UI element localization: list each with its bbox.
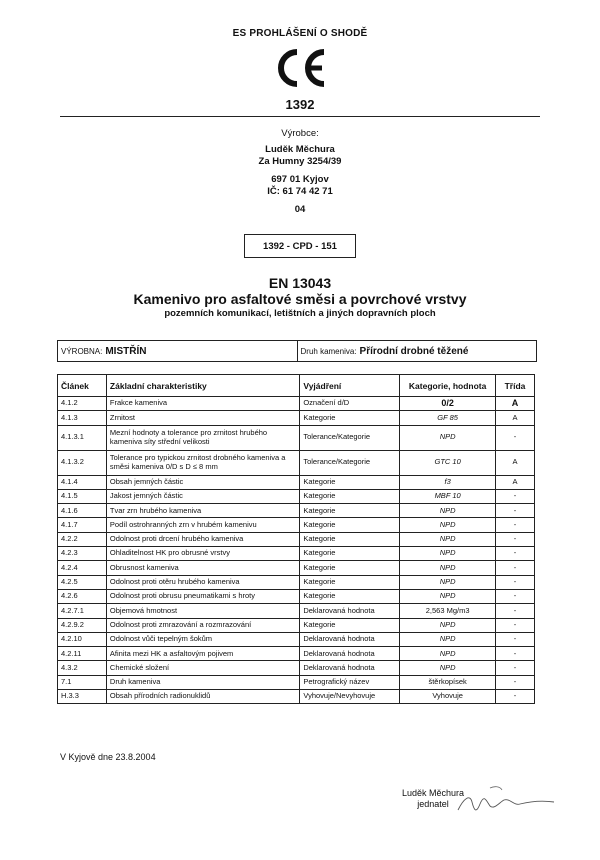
table-row <box>58 397 535 411</box>
characteristics-table <box>57 374 535 704</box>
standard-code: EN 13043 <box>268 275 332 291</box>
table-row <box>58 675 535 689</box>
cell-class: - <box>496 489 535 503</box>
manufacturer-ico: IČ: 61 74 42 71 <box>267 186 333 197</box>
cell-clause: 4.2.11 <box>58 647 107 661</box>
table-body <box>58 397 535 704</box>
table-row <box>58 450 535 475</box>
cell-class: - <box>496 589 535 603</box>
table-row <box>58 475 535 489</box>
cell-clause: 4.2.3 <box>58 547 107 561</box>
cell-clause: 4.1.7 <box>58 518 107 532</box>
cell-category: NPD <box>400 618 496 632</box>
place-date: V Kyjově dne 23.8.2004 <box>60 752 156 762</box>
aggregate-type-label: Druh kameniva: <box>300 346 357 356</box>
signer-name: Luděk Měchura <box>401 788 465 798</box>
table-row <box>58 489 535 503</box>
cell-clause: 4.1.6 <box>58 504 107 518</box>
cell-category: štěrkopísek <box>400 675 496 689</box>
cell-characteristic: Odolnost proti obrusu pneumatikami s hroty <box>106 589 299 603</box>
cell-characteristic: Obsah přírodních radionuklidů <box>106 690 299 704</box>
cell-expression: Kategorie <box>300 547 400 561</box>
aggregate-type-value: Přírodní drobné těžené <box>359 345 469 357</box>
cell-category: NPD <box>400 575 496 589</box>
cell-category: NPD <box>400 632 496 646</box>
manufacturer-street: Za Humny 3254/39 <box>258 156 342 167</box>
manufacturer-name: Luděk Měchura <box>265 144 335 155</box>
cell-class: - <box>496 618 535 632</box>
cell-class: - <box>496 425 535 450</box>
certificate-number: 1392 - CPD - 151 <box>244 234 356 258</box>
cell-expression: Kategorie <box>300 475 400 489</box>
cell-class: - <box>496 647 535 661</box>
manufacturer-block <box>0 128 600 216</box>
manufacturer-year: 04 <box>294 204 306 215</box>
cell-clause: 4.3.2 <box>58 661 107 675</box>
header-category: Kategorie, hodnota <box>400 375 496 397</box>
cell-class: - <box>496 561 535 575</box>
cell-clause: 4.1.3.2 <box>58 450 107 475</box>
cell-characteristic: Chemické složení <box>106 661 299 675</box>
cell-clause: 4.1.5 <box>58 489 107 503</box>
cell-expression: Vyhovuje/Nevyhovuje <box>300 690 400 704</box>
cell-expression: Kategorie <box>300 518 400 532</box>
cell-class: A <box>496 411 535 425</box>
cell-expression: Tolerance/Kategorie <box>300 450 400 475</box>
cell-expression: Kategorie <box>300 575 400 589</box>
plant-info-box <box>57 340 537 362</box>
cell-expression: Kategorie <box>300 504 400 518</box>
cell-clause: 4.1.4 <box>58 475 107 489</box>
signer-role: jednatel <box>417 799 449 809</box>
cell-characteristic: Zrnitost <box>106 411 299 425</box>
header-characteristic: Základní charakteristiky <box>106 375 299 397</box>
cell-category: NPD <box>400 589 496 603</box>
cell-clause: 4.2.5 <box>58 575 107 589</box>
cell-clause: 4.1.3 <box>58 411 107 425</box>
cell-expression: Kategorie <box>300 589 400 603</box>
cell-characteristic: Jakost jemných částic <box>106 489 299 503</box>
cell-clause: 4.2.2 <box>58 532 107 546</box>
notified-body-number: 1392 <box>285 97 315 112</box>
cell-class: - <box>496 504 535 518</box>
cell-class: - <box>496 547 535 561</box>
cell-class: A <box>496 450 535 475</box>
cell-characteristic: Podíl ostrohranných zrn v hrubém kamenivu <box>106 518 299 532</box>
cell-clause: 4.2.9.2 <box>58 618 107 632</box>
plant-label: VÝROBNA: <box>61 346 103 356</box>
table-row <box>58 504 535 518</box>
table-row <box>58 690 535 704</box>
table-row <box>58 575 535 589</box>
cell-category: 2,563 Mg/m3 <box>400 604 496 618</box>
cell-clause: 4.2.10 <box>58 632 107 646</box>
cell-characteristic: Odolnost proti drcení hrubého kameniva <box>106 532 299 546</box>
table-row <box>58 411 535 425</box>
cell-characteristic: Tolerance pro typickou zrnitost drobného kameniva a směsi kameniva 0/D s D ≤ 8 mm <box>106 450 299 475</box>
cell-category: NPD <box>400 547 496 561</box>
standard-block <box>0 275 600 320</box>
cell-class: - <box>496 632 535 646</box>
cell-category: NPD <box>400 647 496 661</box>
cell-expression: Deklarovaná hodnota <box>300 661 400 675</box>
cell-characteristic: Frakce kameniva <box>106 397 299 411</box>
manufacturer-city: 697 01 Kyjov <box>271 174 329 185</box>
cell-category: NPD <box>400 561 496 575</box>
cell-clause: 7.1 <box>58 675 107 689</box>
cell-class: A <box>496 475 535 489</box>
cell-category: NPD <box>400 661 496 675</box>
cell-characteristic: Druh kameniva <box>106 675 299 689</box>
table-row <box>58 561 535 575</box>
table-row <box>58 518 535 532</box>
cell-expression: Kategorie <box>300 532 400 546</box>
cell-category: NPD <box>400 504 496 518</box>
cell-class: A <box>496 397 535 411</box>
cell-expression: Kategorie <box>300 561 400 575</box>
cell-clause: 4.1.2 <box>58 397 107 411</box>
table-row <box>58 618 535 632</box>
plant-cell <box>58 341 297 361</box>
cell-category: NPD <box>400 518 496 532</box>
header-expression: Vyjádření <box>300 375 400 397</box>
table-header-row <box>58 375 535 397</box>
aggregate-type-cell <box>297 341 537 361</box>
cell-category: NPD <box>400 425 496 450</box>
cell-category: 0/2 <box>400 397 496 411</box>
cell-class: - <box>496 518 535 532</box>
header-clause: Článek <box>58 375 107 397</box>
cell-characteristic: Odolnost proti otěru hrubého kameniva <box>106 575 299 589</box>
cell-class: - <box>496 690 535 704</box>
cell-expression: Označení d/D <box>300 397 400 411</box>
standard-title: Kamenivo pro asfaltové směsi a povrchové vrstvy <box>133 291 467 307</box>
cell-expression: Deklarovaná hodnota <box>300 632 400 646</box>
cell-category: GF 85 <box>400 411 496 425</box>
cell-category: Vyhovuje <box>400 690 496 704</box>
cell-category: MBF 10 <box>400 489 496 503</box>
table-row <box>58 589 535 603</box>
handwritten-signature <box>450 780 560 820</box>
document-title: ES PROHLÁŠENÍ O SHODĚ <box>232 28 368 39</box>
plant-value: MISTŘÍN <box>105 345 147 357</box>
table-row <box>58 547 535 561</box>
cell-expression: Deklarovaná hodnota <box>300 647 400 661</box>
cell-clause: H.3.3 <box>58 690 107 704</box>
table-row <box>58 532 535 546</box>
cell-clause: 4.2.6 <box>58 589 107 603</box>
cell-characteristic: Odolnost vůči tepelným šokům <box>106 632 299 646</box>
cell-expression: Petrografický název <box>300 675 400 689</box>
table-row <box>58 661 535 675</box>
cell-category: f3 <box>400 475 496 489</box>
cell-expression: Kategorie <box>300 489 400 503</box>
header-class: Třída <box>496 375 535 397</box>
cell-class: - <box>496 661 535 675</box>
cell-clause: 4.2.4 <box>58 561 107 575</box>
cell-expression: Tolerance/Kategorie <box>300 425 400 450</box>
cell-clause: 4.1.3.1 <box>58 425 107 450</box>
cell-category: GTC 10 <box>400 450 496 475</box>
cell-characteristic: Tvar zrn hrubého kameniva <box>106 504 299 518</box>
cell-characteristic: Obrusnost kameniva <box>106 561 299 575</box>
cell-class: - <box>496 675 535 689</box>
table-row <box>58 647 535 661</box>
cell-characteristic: Ohladitelnost HK pro obrusné vrstvy <box>106 547 299 561</box>
cell-expression: Kategorie <box>300 411 400 425</box>
cell-class: - <box>496 575 535 589</box>
cell-category: NPD <box>400 532 496 546</box>
cell-class: - <box>496 532 535 546</box>
cell-class: - <box>496 604 535 618</box>
divider <box>60 116 540 117</box>
table-row <box>58 604 535 618</box>
cell-characteristic: Objemová hmotnost <box>106 604 299 618</box>
ce-mark-logo <box>270 46 330 90</box>
table-row <box>58 632 535 646</box>
cell-characteristic: Mezní hodnoty a tolerance pro zrnitost hrubého kameniva síty střední velikosti <box>106 425 299 450</box>
table-row <box>58 425 535 450</box>
cell-expression: Deklarovaná hodnota <box>300 604 400 618</box>
manufacturer-label: Výrobce: <box>281 128 319 139</box>
cell-clause: 4.2.7.1 <box>58 604 107 618</box>
standard-subtitle: pozemních komunikací, letištních a jiných dopravních ploch <box>164 308 436 319</box>
cell-characteristic: Afinita mezi HK a asfaltovým pojivem <box>106 647 299 661</box>
cell-characteristic: Obsah jemných částic <box>106 475 299 489</box>
cell-expression: Kategorie <box>300 618 400 632</box>
cell-characteristic: Odolnost proti zmrazování a rozmrazování <box>106 618 299 632</box>
